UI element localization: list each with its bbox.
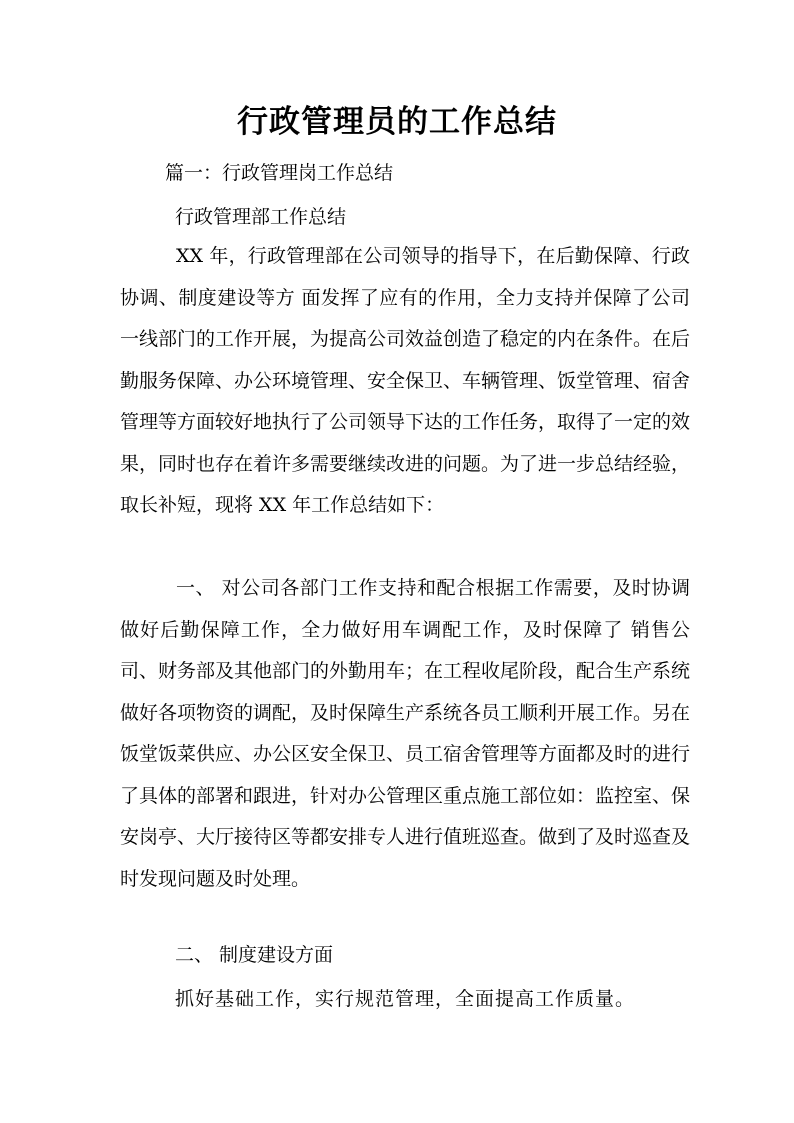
section-2-paragraph: 抓好基础工作，实行规范管理，全面提高工作质量。	[175, 988, 636, 1010]
department-heading: 行政管理部工作总结	[175, 206, 347, 228]
section-2-heading: 二、 制度建设方面	[175, 944, 334, 966]
intro-paragraph: XX 年，行政管理部在公司领导的指导下，在后勤保障、行政协调、制度建设等方 面发挥了应有的作用，全力支持并保障了公司一线部门的工作开展，为提高公司效益创造了稳定的内在条件。在后勤服务保障、办公环境管理、安全保卫、车辆管理、饭堂管理、宿舍管理等方面较好地执行了公司领导下达的工作任务，取得了一定的效果，同时也存在着许多需要继续改进的问题。为了进一步总结经验，取长补短，现将 XX 年工作总结如下：	[120, 245, 691, 516]
part-heading: 篇一：行政管理岗工作总结	[165, 162, 394, 184]
section-1-paragraph: 一、 对公司各部门工作支持和配合根据工作需要，及时协调做好后勤保障工作，全力做好用车调配工作，及时保障了 销售公司、财务部及其他部门的外勤用车；在工程收尾阶段，配合生产系统做好各项物资的调配，及时保障生产系统各员工顺利开展工作。另在饭堂饭菜供应、办公区安全保卫、员工宿舍管理等方面都及时的进行了具体的部署和跟进，针对办公管理区重点施工部位如：监控室、保安岗亭、大厅接待区等都安排专人进行值班巡查。做到了及时巡查及时发现问题及时处理。	[120, 577, 691, 890]
document-title: 行政管理员的工作总结	[237, 104, 557, 140]
